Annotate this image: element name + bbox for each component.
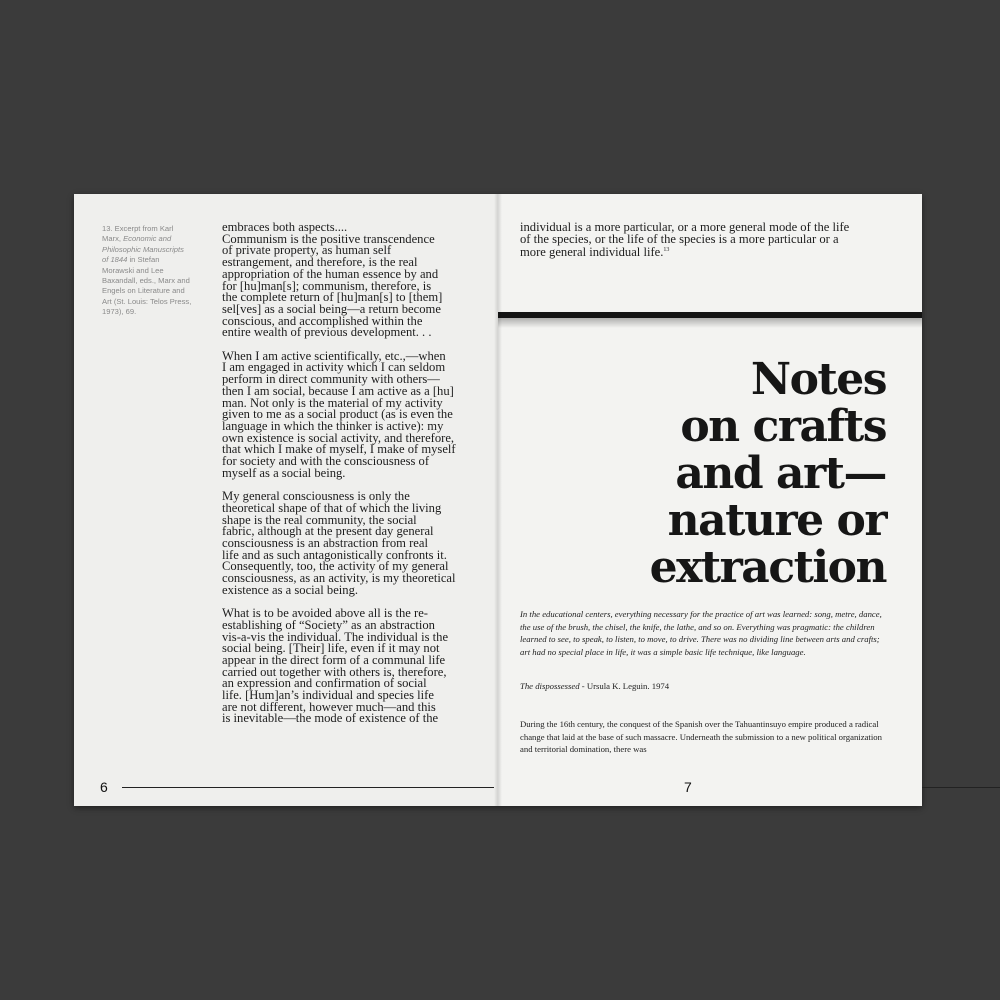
footnote-13 (102, 224, 192, 318)
continuation-text: individual is a more particular, or a more general mode of the life of the species, or the life of the species is a more particular or a more general individual life. (520, 220, 850, 260)
folio-rule-left (122, 787, 494, 788)
book-gutter (494, 194, 502, 806)
footnote-text-after: in Stefan Morawski and Lee Baxandall, eds., Marx and Engels on Literature and Art (St. Louis: Telos Press, 1973), 69. (102, 255, 192, 317)
footnote-text-before: Excerpt from Karl Marx, (102, 224, 174, 244)
quote-continuation (520, 222, 900, 259)
quote-paragraph-2: When I am active scientifically, etc.,—when I am engaged in activity which I can seldom perform in direct community with others— then I am social, because I am active as a [hu] man. Not only is the material of my activity given to me as a social product (as is even the language in which the thinker is active): my own existence is social activity, and therefore, that which I make of myself, I make of myself for society and with the consciousness of myself as a social being. (222, 348, 456, 480)
quote-paragraph-1: embraces both aspects.... Communism is the positive transcendence of private property, as human self estrangement, and therefore, is the real appropriation of the human essence by and for [hu]man[s]; communism, therefore, is the complete return of [hu]man[s] to [them] sel[ves] as a social being—a return become conscious, and accomplished within the entire wealth of previous development. . . (222, 220, 443, 340)
footnote-title: Economic and Philosophic Manuscripts of 1844 (102, 234, 184, 265)
quote-paragraph-4: What is to be avoided above all is the re- establishing of “Society” as an abstraction vis-a-vis the individual. The individual is the social being. [Their] life, even if it may not appear in the direct form of a communal life carried out together with others is, therefore, an expression and confirmation of social life. [Hum]an’s individual and species life are not different, however much—and this is inevitable—the mode of existence of the (222, 606, 449, 726)
page-number-left: 6 (100, 779, 108, 795)
intro-paragraph: During the 16th century, the conquest of the Spanish over the Tahuantinsuyo empire produced a radical change that laid at the base of such massacre. Underneath the submission to a new political organization and territorial domination, there was (520, 719, 882, 755)
attribution-author: - Ursula K. Leguin. 1974 (579, 681, 670, 691)
marx-quote (222, 222, 474, 737)
epigraph-attribution (520, 681, 890, 691)
article-headline: Notes on crafts and art— nature or extraction (649, 354, 886, 593)
attribution-title: The dispossessed (520, 681, 580, 691)
folio-rule-right (922, 787, 1000, 788)
footnote-number: 13. (102, 224, 113, 233)
right-page (498, 194, 922, 806)
folded-flap-shadow (498, 318, 922, 328)
page-number-right: 7 (684, 779, 692, 795)
footnote-reference: 13 (663, 247, 670, 254)
quote-paragraph-3: My general consciousness is only the theoretical shape of that of which the living shape is the real community, the social fabric, although at the present day general consciousness is an abstraction from real life and as such antagonistically confronts it. Consequently, too, the activity of my general consciousness, as an activity, is my theoretical existence as a social being. (222, 489, 456, 597)
epigraph: In the educational centers, everything necessary for the practice of art was learned: song, metre, dance, the use of the brush, the chisel, the knife, the lathe, and so on. Everything was pragmatic: the children learned to see, to speak, to listen, to move, to drive. There was no dividing line between arts and crafts; art had no special place in life, it was a simple basic life technique, like language. (520, 609, 882, 657)
open-booklet (74, 194, 922, 806)
left-page (74, 194, 498, 806)
